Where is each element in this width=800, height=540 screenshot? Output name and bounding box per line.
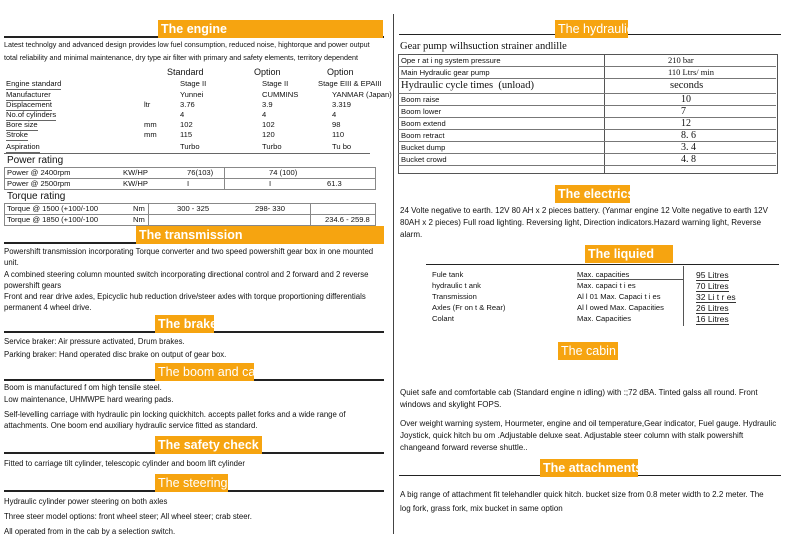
cabin-text-1: Quiet safe and comfortable cab (Standard engine n idling) with :;72 dBA. Tinted galss all round. Front windows and skylight FOPS. [400,388,758,409]
torque-unit: Nm [133,204,145,213]
power-standard: 76(103) [187,168,214,177]
hydraulic-cycle-time-row [398,94,776,106]
torque-unit: Nm [133,215,145,224]
liquid-value: 95 Litres [696,270,729,280]
liquid-capacity-label: Max. capacities [577,270,630,279]
engine-spec-row [4,110,374,120]
spec-standard: Turbo [180,142,200,151]
safety-heading: The safety check valves [155,436,262,454]
spec-standard: Stage II [180,79,207,88]
hydraulic-cycle-label: Hydraulic cycle times (unload) [401,80,534,91]
liquid-row [432,303,778,313]
electrics-heading: The electrics [555,185,630,203]
liquid-rule [426,264,779,265]
spec-label: Aspiration [6,142,40,151]
spec-standard: 4 [180,110,185,119]
liquid-underline [577,279,683,280]
power-label: Power @ 2500rpm [7,179,71,188]
liquid-capacity-label: Max. Capacities [577,314,632,323]
aspiration-rule [4,153,370,154]
boom-text-2: Low maintenance, UHMWPE hard wearing pads. [4,395,174,404]
torque-rating-title: Torque rating [7,191,66,202]
engine-spec-row [4,79,382,89]
cabin-text-2: Over weight warning system, Hourmeter, engine and oil temperature,Gear indicator, Fuel gauge. Hydraulic Joystick, quick hitch bu om .Adjustable deluxe seat. Adjustable steer column with stalk powershift changeand forward reverse shuttle.. [400,419,777,452]
brake-heading: The brake [155,315,214,333]
power-divider [224,167,225,189]
liquid-heading: The liquied [585,245,673,263]
spec-option-1: 120 [262,130,275,139]
torque-option-1: 298- 330 [255,204,285,213]
spec-unit: mm [144,120,157,129]
steering-text-1: Hydraulic cylinder power steering on both axles [4,497,168,506]
cycle-time-value: 7 [681,106,686,117]
engine-spec-row [4,120,374,130]
torque-label: Torque @ 1500 (+100/-100 [7,204,99,213]
power-label: Power @ 2400rpm [7,168,71,177]
spec-option-1: 102 [262,120,275,129]
engine-col-option-1: Option [254,67,281,77]
steering-text-2: Three steer model options: front wheel steer; All wheel steer; crab steer. [4,512,252,521]
liquid-item: hydraulic t ank [432,281,481,290]
cycle-time-value: 8. 6 [681,130,696,141]
liquid-value: 26 Litres [696,303,729,313]
engine-col-standard: Standard [167,67,204,77]
engine-spec-row [4,100,374,110]
hydraulic-row-value: 110 Ltrs/ min [668,67,714,77]
safety-text-1: Fitted to carriage tilt cylinder, telescopic cylinder and boom lift cylinder [4,459,245,468]
power-unit: KW/HP [123,168,148,177]
attachments-heading: The attachments [540,459,638,477]
power-option-1: I [269,179,272,188]
transmission-text-1: Powershift transmission incorporating Torque converter and two speed powershift gear box in one mounted unit. [4,247,374,267]
cycle-time-value: 3. 4 [681,142,696,153]
electrics-text: 24 Volte negative to earth. 12V 80 AH x 2 pieces battery. (Yanmar engine 12 Volte negative to earth 12V 80AH x 2 pieces) Full road lighting. Reversing light, Direction indicators.Hazard warning light, Reverse alarm. [400,206,768,239]
engine-spec-row [4,90,392,100]
engine-intro-1: Latest technolgy and advanced design provides low fuel consumption, reduced noise, hightorque and power output [4,40,370,49]
cycle-time-label: Bucket dump [401,143,446,152]
spec-standard: 102 [180,120,193,129]
brake-text-2: Parking braker: Hand operated disc brake on output of gear box. [4,350,227,359]
cycle-time-value: 12 [681,118,691,129]
spec-standard: 3.76 [180,100,195,109]
cycle-time-label: Boom raise [401,95,440,104]
spec-option-1: 3.9 [262,100,273,109]
hydraulic-cycle-time-row [398,154,776,166]
power-option-1: 74 (100) [269,168,298,177]
liquid-capacity-label: Al l owed Max. Capacities [577,303,664,312]
power-unit: KW/HP [123,179,148,188]
hydraulic-subtitle: Gear pump wilhsuction strainer andlille [400,41,567,52]
spec-label: No.of cylinders [6,110,57,119]
transmission-text-2: A combined steering column mounted switch incorporating directional control and 2 forward and 2 reverse powershift gears [4,270,369,290]
hydraulic-cycle-unit: seconds [670,80,704,91]
torque-divider-1 [148,203,149,225]
hydraulic-heading: The hydraulic [555,20,628,38]
hydraulic-cycle-time-row [398,118,776,130]
hydraulic-row [398,67,776,79]
torque-row [4,214,376,226]
boom-text-1: Boom is manufactured f om high tensile steel. [4,383,162,392]
liquid-value: 32 Li t r es [696,292,736,302]
torque-option-2: 234.6 - 259.8 [325,215,370,224]
torque-divider-2 [310,203,311,225]
spec-option-2: Stage EIII & EPAIII [318,79,382,88]
liquid-row [432,281,778,291]
transmission-heading: The transmission [136,226,384,244]
spec-option-1: Stage II [262,79,289,88]
liquid-item: Fule tank [432,270,464,279]
spec-option-2: Tu bo [332,142,352,151]
liquid-item: Colant [432,314,454,323]
cycle-time-label: Boom extend [401,119,446,128]
power-standard: I [187,179,190,188]
hydraulic-cycle-time-row [398,142,776,154]
power-rating-title: Power rating [7,155,64,166]
hydraulic-row [398,55,776,67]
attachments-text: A big range of attachment fit telehandler quick hitch. bucket size from 0.8 meter width to 2.2 meter. The log fork, grass fork, mix bucket in same option [400,490,764,513]
transmission-text-3: Front and rear drive axles, Epicyclic hub reduction drive/steer axles with torque proportioning differentials permanent 4 wheel drive. [4,292,366,312]
liquid-value: 70 Litres [696,281,729,291]
steering-heading: The steering [155,474,228,492]
engine-spec-row [4,130,374,140]
engine-intro-2: total reliability and minimal maintenance, dry type air filter with primary and safety elements, territory dependent [4,53,358,62]
boom-text-3: Self-levelling carriage with hydraulic pin locking quickhitch. accepts pallet forks and a wide range of attachments. One boom end auxiliary hydraulic service fitted as standard. [4,410,346,430]
liquid-divider [683,266,684,326]
spec-option-1: Turbo [262,142,282,151]
column-divider [393,14,394,534]
liquid-row [432,314,778,324]
spec-standard: Yunnei [180,90,204,99]
power-option-2: 61.3 [327,179,342,188]
spec-label: Manufacturer [6,90,51,99]
spec-option-2: 110 [332,130,345,139]
hydraulic-row-label: Ope r at i ng system pressure [401,56,501,65]
torque-standard: 300 - 325 [177,204,210,213]
spec-label: Displacement [6,100,53,109]
cycle-time-value: 10 [681,94,691,105]
spec-label: Engine standard [6,79,62,88]
cycle-time-label: Boom retract [401,131,445,140]
hydraulic-cycle-time-row [398,106,776,118]
engine-spec-row [4,142,374,152]
liquid-capacity-label: Al l 01 Max. Capaci t i es [577,292,661,301]
liquid-capacity-label: Max. capaci t i es [577,281,636,290]
liquid-row [432,292,778,302]
liquid-item: Axles (Fr on t & Rear) [432,303,506,312]
spec-label: Bore size [6,120,38,129]
brake-text-1: Service braker: Air pressure activated, Drum brakes. [4,337,185,346]
spec-label: Stroke [6,130,28,139]
cycle-time-label: Bucket crowd [401,155,447,164]
spec-standard: 115 [180,130,193,139]
engine-col-option-2: Option [327,67,354,77]
spec-option-2: 4 [332,110,337,119]
hydraulic-row-label: Main Hydraulic gear pump [401,68,490,77]
hydraulic-cycle-row [398,79,776,94]
spec-unit: mm [144,130,157,139]
spec-option-1: CUMMINS [262,90,299,99]
steering-text-3: All operated from in the cab by a selection switch. [4,527,176,536]
spec-option-2: 3.319 [332,100,352,109]
spec-option-2: YANMAR (Japan) [332,90,392,99]
liquid-item: Transmission [432,292,477,301]
cycle-time-value: 4. 8 [681,154,696,165]
power-row [4,178,376,190]
cabin-heading: The cabin [558,342,618,360]
torque-label: Torque @ 1850 (+100/-100 [7,215,99,224]
spec-unit: ltr [144,100,151,109]
liquid-value: 16 Litres [696,314,729,324]
hydraulic-row-value: 210 bar [668,55,694,65]
spec-option-2: 98 [332,120,341,129]
hydraulic-cycle-time-row [398,130,776,142]
spec-option-1: 4 [262,110,267,119]
boom-heading: The boom and carriage [155,363,254,381]
engine-heading: The engine [158,20,383,38]
cycle-time-label: Boom lower [401,107,442,116]
